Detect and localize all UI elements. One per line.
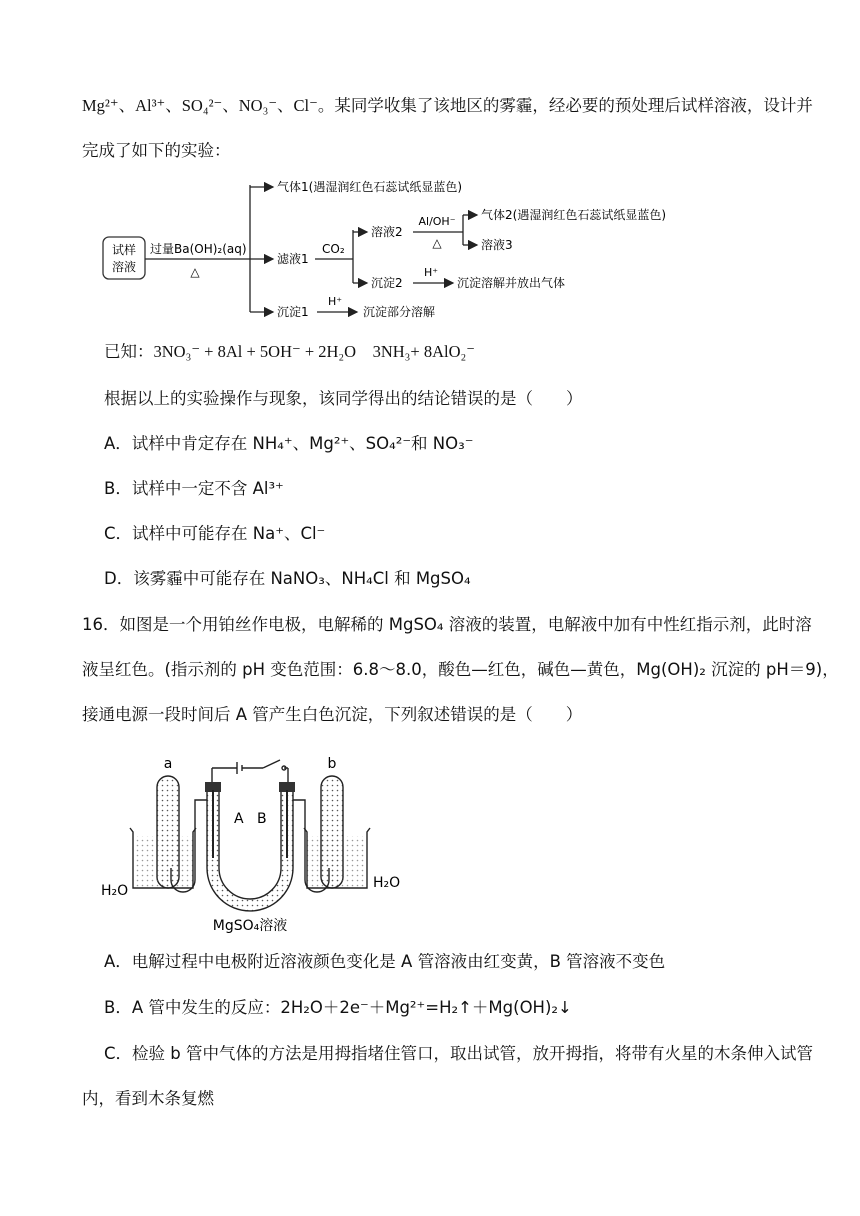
- h-plus-label-1: H⁺: [327, 295, 343, 308]
- precip2-result: 沉淀溶解并放出气体: [457, 276, 566, 290]
- precip2-label: 沉淀2: [371, 276, 403, 290]
- solution2-label: 溶液2: [371, 225, 403, 239]
- gas2-label: 气体2(遇湿润红色石蕊试纸显蓝色): [481, 208, 666, 222]
- h-plus-label-2: H⁺: [423, 266, 439, 279]
- q15-option-d: [104, 568, 471, 590]
- q15-option-a: [104, 433, 473, 455]
- sample-label-2: 溶液: [111, 260, 137, 274]
- co2-label: CO₂: [322, 242, 345, 256]
- q16-option-c-line-2: 内，看到木条复燃: [82, 1089, 214, 1108]
- q16-stem-line-1: 16．如图是一个用铂丝作电极，电解稀的 MgSO₄ 溶液的装置，电解液中加有中性红指示剂，此时溶: [82, 615, 812, 634]
- precip1-label: 沉淀1: [277, 305, 309, 319]
- option-label: A．: [104, 434, 132, 453]
- solution3-label: 溶液3: [481, 238, 513, 252]
- water-right-label: H₂O: [373, 875, 401, 891]
- gas1-label: 气体1(遇湿润红色石蕊试纸显蓝色): [277, 180, 462, 194]
- experiment-flowchart: [95, 175, 715, 325]
- solution-label: MgSO₄溶液: [212, 918, 288, 934]
- intro-text: 某同学收集了该地区的雾霾，经必要的预处理后试样溶液，设计并: [334, 96, 813, 115]
- option-text: 该雾霾中可能存在 NaNO₃、NH₄Cl 和 MgSO₄: [133, 569, 471, 588]
- option-text: 试样中肯定存在 NH₄⁺、Mg²⁺、SO₄²⁻和 NO₃⁻: [131, 434, 474, 453]
- electrolysis-apparatus: [95, 748, 425, 938]
- precip1-result: 沉淀部分溶解: [363, 305, 436, 319]
- known-reaction: [104, 341, 475, 363]
- option-text: 试样中可能存在 Na⁺、Cl⁻: [132, 524, 326, 543]
- tube-b-label: b: [327, 756, 337, 772]
- known-label: 已知：: [104, 342, 154, 361]
- electrode-b-label: B: [257, 811, 267, 827]
- option-label: D．: [104, 569, 134, 588]
- known-equation: 3NO₃⁻ + 8Al + 5OH⁻ + 2H₂O 3NH₃+ 8AlO₂⁻: [153, 342, 475, 361]
- sample-label-1: 试样: [111, 243, 137, 257]
- intro-line-2: 完成了如下的实验：: [82, 141, 231, 160]
- q15-option-c: [104, 523, 325, 545]
- option-text: 试样中一定不含 Al³⁺: [131, 479, 284, 498]
- tube-a-label: a: [163, 756, 173, 772]
- intro-ions: Mg²⁺、Al³⁺、SO₄²⁻、NO₃⁻、Cl⁻。: [82, 96, 335, 115]
- u-tube: [207, 788, 293, 911]
- q15-stem: 根据以上的实验操作与现象，该同学得出的结论错误的是（ ）: [104, 389, 583, 408]
- heat-symbol-2: △: [432, 236, 442, 250]
- heat-symbol-1: △: [190, 265, 200, 279]
- al-oh-label: Al/OH⁻: [418, 215, 456, 228]
- beaker-left: [130, 828, 196, 888]
- filtrate1-label: 滤液1: [277, 252, 309, 266]
- q16-option-b: B．A 管中发生的反应：2H₂O＋2e⁻＋Mg²⁺=H₂↑＋Mg(OH)₂↓: [104, 998, 572, 1017]
- q16-option-a: A．电解过程中电极附近溶液颜色变化是 A 管溶液由红变黄，B 管溶液不变色: [104, 952, 666, 971]
- reagent-label: 过量Ba(OH)₂(aq): [150, 242, 247, 256]
- q16-option-c-line-1: C．检验 b 管中气体的方法是用拇指堵住管口，取出试管，放开拇指，将带有火星的木条伸入试管: [104, 1044, 813, 1063]
- q15-option-b: [104, 478, 284, 500]
- beaker-right: [304, 828, 370, 888]
- option-label: B．: [104, 479, 132, 498]
- q16-stem-line-3: 接通电源一段时间后 A 管产生白色沉淀，下列叙述错误的是（ ）: [82, 705, 583, 724]
- intro-line-1: [82, 95, 813, 117]
- power-switch: [212, 760, 288, 788]
- electrode-a-label: A: [234, 811, 244, 827]
- option-label: C．: [104, 524, 133, 543]
- q16-stem-line-2: 液呈红色。(指示剂的 pH 变色范围：6.8～8.0，酸色—红色，碱色—黄色，Mg(OH)₂ 沉淀的 pH＝9)，: [82, 660, 839, 679]
- water-left-label: H₂O: [101, 883, 129, 899]
